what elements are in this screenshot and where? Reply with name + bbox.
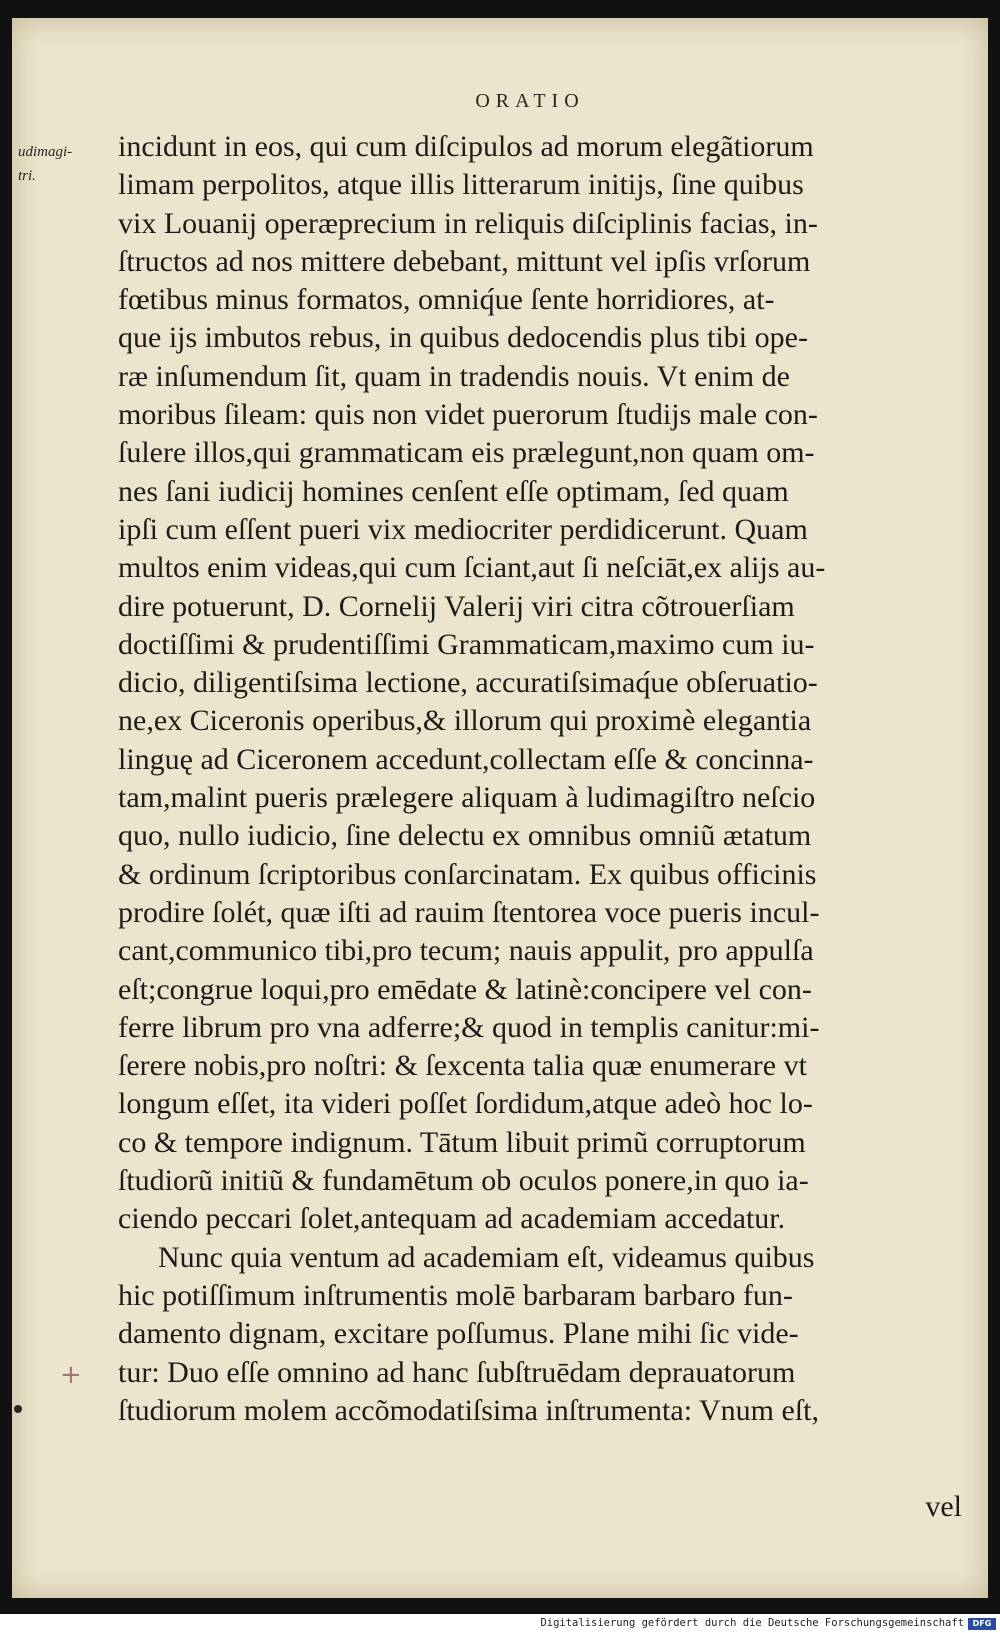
text-line: prodire ſolét, quæ iſti ad rauim ſtentorea voce pueris incul- <box>118 895 820 929</box>
marginal-note-line: tri. <box>18 168 36 184</box>
text-line: Nunc quia ventum ad academiam eſt, videamus quibus <box>158 1240 815 1274</box>
text-line: que ijs imbutos rebus, in quibus dedocendis plus tibi ope- <box>118 321 808 355</box>
body-text <box>118 128 968 1430</box>
text-line: longum eſſet, ita videri poſſet ſordidum,atque adeò hoc lo- <box>118 1087 813 1121</box>
text-line: cant,communico tibi,pro tecum; nauis appulit, pro appulſa <box>118 934 814 968</box>
funding-note: Digitalisierung gefördert durch die Deutsche Forschungsgemeinschaft <box>540 1617 964 1629</box>
dfg-logo: DFG <box>968 1618 996 1630</box>
text-line: tur: Duo eſſe omnino ad hanc ſubſtruēdam deprauatorum <box>118 1355 796 1389</box>
footer-bar <box>0 1616 1000 1633</box>
text-line: ſerere nobis,pro noſtri: & ſexcenta talia quæ enumerare vt <box>118 1049 807 1083</box>
text-line: co & tempore indignum. Tātum libuit primũ corruptorum <box>118 1125 806 1159</box>
text-line: ſtudiorũ initiũ & fundamētum ob oculos ponere,in quo ia- <box>118 1164 809 1198</box>
text-line: ræ inſumendum ſit, quam in tradendis nouis. Vt enim de <box>118 359 790 393</box>
text-line: limam perpolitos, atque illis litterarum initijs, ſine quibus <box>118 168 804 202</box>
marginal-note <box>18 140 98 188</box>
text-line: tam,malint pueris prælegere aliquam à ludimagiſtro neſcio <box>118 781 816 815</box>
text-line: nes ſani iudicij homines cenſent eſſe optimam, ſed quam <box>118 474 789 508</box>
text-line: ſulere illos,qui grammaticam eis prælegunt,non quam om- <box>118 436 815 470</box>
text-line: quo, nullo iudicio, ſine delectu ex omnibus omniũ ætatum <box>118 819 812 853</box>
margin-cross-mark: + <box>60 1360 82 1390</box>
text-line: ipſi cum eſſent pueri vix mediocriter perdidicerunt. Quam <box>118 512 808 546</box>
text-line: moribus ſileam: quis non videt puerorum ſtudijs male con- <box>118 398 818 432</box>
text-line: fœtibus minus formatos, omniq́ue ſente horridiores, at- <box>118 283 775 317</box>
text-line: incidunt in eos, qui cum diſcipulos ad morum elegãtiorum <box>118 130 814 163</box>
text-line: ſtudiorum molem accõmodatiſsima inſtrumenta: Vnum eſt, <box>118 1393 819 1427</box>
ink-dot <box>14 1405 22 1413</box>
text-line: doctiſſimi & prudentiſſimi Grammaticam,maximo cum iu- <box>118 627 815 661</box>
text-line: ne,ex Ciceronis operibus,& illorum qui proximè elegantia <box>118 704 812 738</box>
text-line: linguę ad Ciceronem accedunt,collectam eſſe & concinna- <box>118 742 814 776</box>
text-line: vix Louanij operæprecium in reliquis diſciplinis facias, in- <box>118 206 818 240</box>
text-line: hic potiſſimum inſtrumentis molē barbaram barbaro fun- <box>118 1278 793 1312</box>
text-line: ciendo peccari ſolet,antequam ad academiam accedatur. <box>118 1202 786 1236</box>
text-line: damento dignam, excitare poſſumus. Plane mihi ſic vide- <box>118 1317 799 1351</box>
text-line: multos enim videas,qui cum ſciant,aut ſi neſciāt,ex alijs au- <box>118 551 826 585</box>
text-line: & ordinum ſcriptoribus conſarcinatam. Ex quibus officinis <box>118 857 817 891</box>
text-line: dire potuerunt, D. Cornelij Valerij viri citra cõtrouerſiam <box>118 589 795 623</box>
running-head: ORATIO <box>475 90 585 112</box>
marginal-note-line: udimagi- <box>18 144 73 160</box>
text-line: ſtructos ad nos mittere debebant, mittunt vel ipſis vrſorum <box>118 244 811 278</box>
text-line: ferre librum pro vna adferre;& quod in templis canitur:mi- <box>118 1010 820 1044</box>
catchword: vel <box>925 1490 962 1523</box>
text-line: dicio, diligentiſsima lectione, accuratiſsimaq́ue obſeruatio- <box>118 666 818 700</box>
text-line: eſt;congrue loqui,pro emēdate & latinè:concipere vel con- <box>118 972 812 1006</box>
